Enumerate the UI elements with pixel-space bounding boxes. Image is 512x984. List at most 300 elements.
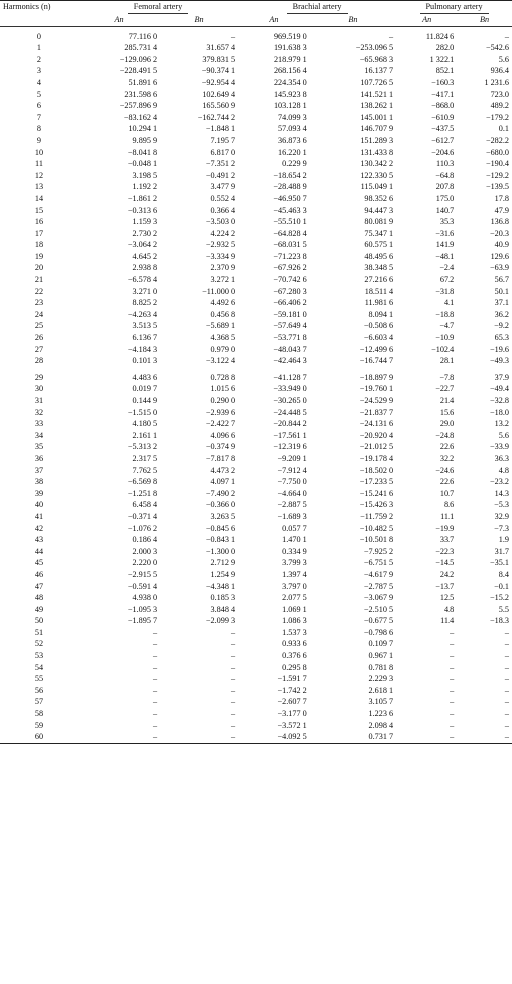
brachial-artery-label: Brachial artery [287, 1, 348, 14]
femoral-an-cell: −129.096 2 [119, 54, 158, 64]
pulmonary-bn-cell: −20.3 [490, 228, 509, 238]
pulmonary-bn-cell: −282.2 [485, 135, 509, 145]
pulmonary-an-cell: 29.0 [439, 419, 455, 429]
table-row [0, 615, 512, 627]
table-row [0, 54, 512, 66]
femoral-an-cell: 6.136 7 [132, 333, 158, 343]
pulmonary-an-cell: – [450, 674, 455, 684]
femoral-bn-cell: −90.374 1 [201, 66, 236, 76]
harmonics-column-header: Harmonics (n) [0, 1, 78, 14]
pulmonary-bn-cell: – [504, 627, 509, 637]
table-row [0, 546, 512, 558]
femoral-artery-header [78, 1, 238, 14]
pulmonary-an-cell: – [450, 697, 455, 707]
femoral-an-cell: 51.891 6 [128, 77, 158, 87]
harmonic-cell: 36 [34, 453, 44, 463]
femoral-bn-cell: – [230, 639, 236, 649]
femoral-bn-cell: −4.348 1 [205, 581, 236, 591]
femoral-bn-cell: 0.185 3 [210, 593, 236, 603]
harmonic-cell: 5 [36, 89, 42, 99]
brachial-bn-cell: −3.067 9 [363, 593, 394, 603]
brachial-bn-cell: 0.731 7 [310, 731, 396, 743]
pulmonary-an-cell: −13.7 [435, 581, 455, 591]
harmonic-cell: 19 [34, 251, 44, 261]
pulmonary-an-cell: 10.7 [439, 488, 455, 498]
pulmonary-an-cell: −19.9 [435, 523, 455, 533]
harmonic-cell: 16 [34, 217, 44, 227]
pulmonary-bn-cell: −15.2 [490, 593, 509, 603]
pulmonary-an-cell: −24.8 [435, 430, 455, 440]
harmonic-cell: 49 [34, 604, 44, 614]
brachial-bn-cell: −24.131 6 [359, 419, 394, 429]
pulmonary-bn-cell: – [504, 31, 509, 41]
harmonic-cell: 13 [34, 182, 44, 192]
pulmonary-an-cell: −2.4 [439, 263, 455, 273]
brachial-an-cell: −64.828 4 [273, 228, 307, 238]
brachial-an-cell: −67.280 3 [273, 286, 307, 296]
table-row [0, 708, 512, 720]
femoral-bn-cell: 4.492 6 [210, 298, 236, 308]
subheader-blank [0, 14, 78, 27]
table-row [0, 685, 512, 697]
pulmonary-an-cell: 4.1 [443, 298, 455, 308]
femoral-bn-cell: 3.272 1 [210, 275, 236, 285]
femoral-an-cell: 4.645 2 [132, 251, 158, 261]
harmonic-cell: 54 [34, 662, 44, 672]
brachial-bn-cell: −24.529 9 [359, 396, 394, 405]
femoral-an-cell: −1.251 8 [127, 488, 158, 498]
brachial-an-cell: −67.926 2 [273, 263, 307, 273]
femoral-bn-cell: – [230, 651, 236, 661]
pulmonary-an-cell: 282.0 [435, 43, 455, 53]
femoral-an-cell: 3.513 5 [132, 321, 158, 331]
brachial-bn-cell: −12.499 6 [359, 344, 394, 354]
brachial-bn-cell: −65.968 3 [359, 54, 394, 64]
femoral-bn-cell: −7.351 2 [205, 159, 236, 169]
femoral-an-cell: −83.162 4 [123, 112, 158, 122]
brachial-an-cell: −7.750 0 [277, 477, 307, 487]
table-row [0, 320, 512, 332]
femoral-an-cell: −2.915 5 [127, 569, 158, 579]
harmonic-cell: 22 [34, 286, 44, 296]
brachial-bn-cell: −253.096 5 [355, 43, 394, 53]
femoral-an-cell: 2.000 3 [132, 546, 158, 556]
brachial-bn-cell: −6.603 4 [363, 333, 394, 343]
femoral-an-cell: 2.317 5 [132, 453, 158, 463]
table-row [0, 205, 512, 217]
pulmonary-an-cell: 24.2 [439, 569, 455, 579]
pulmonary-an-cell: −7.8 [439, 372, 455, 382]
brachial-an-cell: 0.376 6 [282, 651, 307, 661]
femoral-bn-cell: 7.195 7 [210, 135, 236, 145]
femoral-bn-header: Bn [194, 14, 204, 24]
table-row [0, 662, 512, 674]
table-row [0, 465, 512, 477]
pulmonary-bn-cell: 1.9 [498, 535, 509, 545]
pulmonary-bn-cell: −23.2 [490, 477, 509, 487]
pulmonary-bn-cell: – [504, 685, 509, 695]
pulmonary-bn-cell: 37.1 [494, 298, 509, 308]
brachial-bn-cell: 146.707 9 [360, 124, 394, 134]
brachial-bn-cell: −21.012 5 [359, 442, 394, 452]
femoral-bn-cell: 0.456 8 [210, 309, 236, 319]
femoral-an-cell: 3.198 5 [132, 170, 158, 180]
pulmonary-an-cell: – [450, 651, 455, 661]
pulmonary-an-cell: 175.0 [435, 193, 455, 203]
femoral-bn-cell: 6.817 0 [210, 147, 236, 157]
pulmonary-an-cell: −22.3 [435, 546, 455, 556]
brachial-artery-header [238, 1, 396, 14]
femoral-an-cell: −0.313 6 [127, 205, 158, 215]
pulmonary-bn-cell: −49.3 [490, 356, 509, 366]
femoral-an-cell: 2.938 8 [132, 263, 158, 273]
table-row [0, 147, 512, 159]
brachial-bn-cell: −0.508 6 [363, 321, 394, 331]
pulmonary-bn-cell: 50.1 [494, 286, 509, 296]
femoral-an-cell: 77.116 0 [128, 31, 158, 41]
pulmonary-bn-cell: −35.1 [490, 558, 509, 568]
pulmonary-bn-cell: 936.4 [490, 66, 509, 76]
table-row [0, 216, 512, 228]
pulmonary-bn-cell: 489.2 [490, 101, 509, 111]
pulmonary-an-cell: – [450, 709, 455, 719]
brachial-an-cell: 969.519 0 [273, 31, 307, 41]
brachial-an-cell: 0.933 6 [282, 639, 307, 649]
table-row [0, 77, 512, 89]
pulmonary-bn-cell: 4.8 [498, 465, 509, 475]
femoral-bn-cell: −0.366 0 [205, 500, 236, 510]
pulmonary-bn-cell: 5.6 [498, 54, 509, 64]
pulmonary-an-cell: −417.1 [431, 89, 455, 99]
brachial-bn-cell: 98.352 6 [364, 193, 394, 203]
femoral-an-cell: 6.458 4 [132, 500, 158, 510]
femoral-bn-cell: 4.224 2 [210, 228, 236, 238]
harmonic-cell: 21 [34, 275, 44, 285]
brachial-an-header: An [269, 14, 279, 24]
brachial-an-cell: −17.561 1 [273, 430, 307, 440]
harmonic-cell: 40 [34, 500, 44, 510]
pulmonary-an-cell: 11.1 [440, 511, 455, 521]
femoral-an-cell: – [78, 731, 160, 743]
pulmonary-an-cell: 141.9 [435, 240, 455, 250]
harmonic-cell: 26 [34, 333, 44, 343]
femoral-an-cell: 0.019 7 [132, 384, 158, 394]
table-row [0, 89, 512, 101]
pulmonary-bn-cell: −190.4 [485, 159, 509, 169]
table-row [0, 332, 512, 344]
table-row [0, 557, 512, 569]
brachial-bn-cell: −0.677 5 [363, 616, 394, 626]
brachial-an-cell: 1.086 3 [282, 616, 307, 626]
brachial-an-cell: −59.181 0 [273, 309, 307, 319]
femoral-bn-cell: 1.254 9 [210, 569, 236, 579]
table-row [0, 100, 512, 112]
table-row [0, 395, 512, 407]
brachial-bn-cell: 131.433 8 [360, 147, 394, 157]
brachial-bn-cell: −18.897 9 [359, 372, 394, 382]
harmonic-cell: 12 [34, 170, 44, 180]
femoral-an-cell: −1.895 7 [127, 616, 158, 626]
harmonic-cell: 44 [34, 546, 44, 556]
brachial-an-cell: −70.742 6 [273, 275, 307, 285]
brachial-bn-cell: 2.098 4 [368, 720, 394, 730]
table-row [0, 228, 512, 240]
table-row [0, 344, 512, 356]
femoral-bn-cell: 31.657 4 [206, 43, 236, 53]
harmonic-cell: 17 [34, 228, 44, 238]
harmonic-cell: 6 [36, 101, 42, 111]
brachial-an-cell: −4.092 5 [238, 731, 310, 743]
femoral-an-cell: 7.762 5 [132, 465, 158, 475]
femoral-an-cell: 10.294 1 [128, 124, 158, 134]
harmonic-cell: 38 [34, 477, 44, 487]
harmonic-cell: 32 [34, 407, 44, 417]
pulmonary-an-cell: −160.3 [431, 77, 455, 87]
pulmonary-bn-cell: −32.8 [490, 396, 509, 405]
table-row [0, 262, 512, 274]
femoral-bn-cell: 3.477 9 [210, 182, 236, 192]
brachial-an-cell: −30.265 0 [273, 396, 307, 405]
femoral-bn-cell: 0.979 0 [210, 344, 236, 354]
pulmonary-bn-cell: 0.1 [498, 124, 509, 134]
femoral-an-cell: – [153, 639, 158, 649]
pulmonary-an-cell: – [396, 731, 457, 743]
femoral-an-cell: 231.598 6 [124, 89, 158, 99]
harmonic-cell: 20 [34, 263, 44, 273]
femoral-an-cell: −0.371 4 [127, 511, 158, 521]
brachial-an-cell: 3.797 0 [282, 581, 307, 591]
brachial-an-cell: 74.099 3 [278, 112, 307, 122]
harmonic-cell: 48 [34, 593, 44, 603]
pulmonary-bn-cell: −18.3 [490, 616, 509, 626]
femoral-artery-label: Femoral artery [128, 1, 188, 14]
femoral-an-header: An [114, 14, 124, 24]
harmonic-cell: 29 [34, 372, 44, 382]
brachial-bn-cell: −19.760 1 [359, 384, 394, 394]
femoral-bn-cell: – [230, 697, 236, 707]
femoral-bn-cell: −2.939 6 [205, 407, 236, 417]
pulmonary-an-cell: 1 322.1 [429, 54, 455, 64]
femoral-bn-cell: −5.689 1 [205, 321, 236, 331]
femoral-an-cell: 3.271 0 [132, 286, 158, 296]
femoral-bn-cell: – [230, 720, 236, 730]
table-row [0, 251, 512, 263]
pulmonary-an-cell: – [450, 639, 455, 649]
pulmonary-an-cell: 67.2 [439, 275, 455, 285]
femoral-bn-cell: −2.932 5 [205, 240, 236, 250]
femoral-bn-cell: 0.728 8 [210, 372, 236, 382]
table-row [0, 523, 512, 535]
harmonic-cell: 27 [34, 344, 44, 354]
pulmonary-an-cell: 12.5 [439, 593, 455, 603]
femoral-bn-cell: −0.845 6 [205, 523, 236, 533]
brachial-an-cell: −1.591 7 [277, 674, 307, 684]
femoral-an-cell: – [153, 697, 158, 707]
pulmonary-bn-cell: −129.2 [485, 170, 509, 180]
brachial-bn-cell: 145.001 1 [360, 112, 394, 122]
brachial-bn-header: Bn [348, 14, 358, 24]
brachial-bn-cell: −15.426 3 [359, 500, 394, 510]
brachial-bn-cell: 130.342 2 [360, 159, 394, 169]
pulmonary-an-cell: 11.4 [440, 616, 455, 626]
pulmonary-bn-cell: −0.1 [494, 581, 509, 591]
table-body-part-2 [0, 367, 512, 744]
brachial-an-cell: 191.638 3 [273, 43, 307, 53]
femoral-an-cell: – [153, 720, 158, 730]
pulmonary-bn-cell: −9.2 [494, 321, 509, 331]
brachial-an-cell: 218.979 1 [273, 54, 307, 64]
femoral-bn-cell: −0.491 2 [205, 170, 236, 180]
brachial-an-cell: 1.397 4 [282, 569, 307, 579]
brachial-an-cell: −28.488 9 [273, 182, 307, 192]
femoral-an-cell: 4.938 0 [132, 593, 158, 603]
pulmonary-an-cell: – [450, 720, 455, 730]
femoral-bn-cell: −3.122 4 [205, 356, 236, 366]
brachial-bn-cell: −2.787 5 [363, 581, 394, 591]
brachial-an-cell: −41.128 7 [273, 372, 307, 382]
femoral-an-cell: 2.220 0 [132, 558, 158, 568]
harmonic-cell: 35 [34, 442, 44, 452]
pulmonary-an-cell: 11.824 6 [425, 31, 455, 41]
harmonic-cell: 47 [34, 581, 44, 591]
table-row [0, 731, 512, 743]
femoral-bn-cell: 1.015 6 [210, 384, 236, 394]
harmonic-cell: 53 [34, 651, 44, 661]
brachial-bn-cell: – [388, 31, 394, 41]
brachial-bn-cell: 107.726 5 [360, 77, 394, 87]
femoral-an-cell: 9.895 9 [132, 135, 158, 145]
table-row [0, 418, 512, 430]
pulmonary-bn-cell: – [504, 674, 509, 684]
femoral-an-cell: −0.048 1 [127, 159, 158, 169]
table-row [0, 42, 512, 54]
table-row [0, 534, 512, 546]
brachial-an-cell: 1.069 1 [282, 604, 307, 614]
table-row [0, 309, 512, 321]
pulmonary-artery-header [396, 1, 512, 14]
brachial-an-cell: 36.873 6 [278, 135, 307, 145]
femoral-bn-cell: 4.096 6 [210, 430, 236, 440]
femoral-bn-cell: 0.552 4 [210, 193, 236, 203]
pulmonary-bn-cell: 13.2 [494, 419, 509, 429]
femoral-bn-cell: 2.712 9 [210, 558, 236, 568]
brachial-bn-cell: 8.094 1 [368, 309, 394, 319]
brachial-an-cell: −68.031 5 [273, 240, 307, 250]
harmonic-cell: 28 [34, 356, 44, 366]
pulmonary-an-cell: −31.8 [435, 286, 455, 296]
femoral-an-cell: −8.041 8 [127, 147, 158, 157]
femoral-bn-cell: −0.374 9 [205, 442, 236, 452]
pulmonary-an-cell: – [450, 662, 455, 672]
pulmonary-bn-cell: 8.4 [498, 569, 509, 579]
brachial-bn-cell: −16.744 7 [359, 356, 394, 366]
femoral-bn-cell: −1.848 1 [205, 124, 236, 134]
femoral-an-cell: – [153, 709, 158, 719]
pulmonary-bn-cell: −7.3 [494, 523, 509, 533]
harmonic-cell: 59 [34, 720, 44, 730]
brachial-an-cell: −71.223 8 [273, 251, 307, 261]
femoral-an-cell: −1.861 2 [127, 193, 158, 203]
brachial-an-cell: −4.664 0 [277, 488, 307, 498]
pulmonary-an-cell: 21.4 [439, 396, 455, 405]
femoral-an-cell: −257.896 9 [119, 101, 158, 111]
harmonic-cell: 52 [34, 639, 44, 649]
femoral-bn-cell: – [230, 674, 236, 684]
harmonic-cell: 3 [36, 66, 42, 76]
pulmonary-bn-cell: −680.0 [485, 147, 509, 157]
brachial-an-cell: 0.295 8 [282, 662, 307, 672]
pulmonary-bn-cell: −179.2 [485, 112, 509, 122]
brachial-bn-cell: 0.109 7 [368, 639, 394, 649]
pulmonary-bn-cell: −49.4 [490, 384, 509, 394]
harmonic-cell: 51 [34, 627, 44, 637]
pulmonary-bn-cell: 31.7 [494, 546, 509, 556]
femoral-an-cell: −4.263 4 [127, 309, 158, 319]
table-row [0, 488, 512, 500]
harmonic-cell: 34 [34, 430, 44, 440]
pulmonary-bn-cell: – [504, 651, 509, 661]
brachial-an-cell: 57.093 4 [278, 124, 307, 134]
brachial-bn-cell: 16.137 7 [364, 66, 394, 76]
pulmonary-bn-cell: −542.6 [485, 43, 509, 53]
table-row [0, 627, 512, 639]
pulmonary-an-cell: −22.7 [435, 384, 455, 394]
femoral-an-cell: – [153, 651, 158, 661]
pulmonary-an-cell: −868.0 [431, 101, 455, 111]
femoral-bn-cell: −3.334 9 [205, 251, 236, 261]
femoral-bn-cell: 4.097 1 [210, 477, 236, 487]
femoral-bn-cell: −2.422 7 [205, 419, 236, 429]
femoral-an-cell: −1.095 3 [127, 604, 158, 614]
harmonic-cell: 33 [34, 419, 44, 429]
brachial-an-cell: −42.464 3 [273, 356, 307, 366]
femoral-an-cell: 1.192 2 [132, 182, 158, 192]
harmonic-cell: 43 [34, 535, 44, 545]
pulmonary-bn-cell: 14.3 [494, 488, 509, 498]
femoral-bn-cell: −7.817 8 [205, 453, 236, 463]
brachial-an-cell: −7.912 4 [277, 465, 307, 475]
femoral-bn-cell: – [230, 709, 236, 719]
pulmonary-an-cell: 4.8 [443, 604, 455, 614]
harmonic-cell: 0 [36, 31, 42, 41]
pulmonary-bn-cell: 32.9 [494, 511, 509, 521]
brachial-an-cell: −46.950 7 [273, 193, 307, 203]
femoral-an-cell: −5.313 2 [127, 442, 158, 452]
table-row [0, 297, 512, 309]
brachial-an-cell: −18.654 2 [273, 170, 307, 180]
brachial-bn-cell: 138.262 1 [360, 101, 394, 111]
brachial-an-cell: −9.209 1 [277, 453, 307, 463]
pulmonary-an-cell: 8.6 [443, 500, 455, 510]
femoral-bn-cell: – [230, 627, 236, 637]
table-row [0, 65, 512, 77]
brachial-an-cell: −24.448 5 [273, 407, 307, 417]
brachial-an-cell: −1.742 2 [277, 685, 307, 695]
femoral-bn-cell: 4.473 2 [210, 465, 236, 475]
pulmonary-bn-cell: 129.6 [490, 251, 509, 261]
femoral-bn-cell: 3.848 4 [210, 604, 236, 614]
pulmonary-an-cell: 28.1 [439, 356, 455, 366]
table-row [0, 592, 512, 604]
femoral-an-cell: – [153, 627, 158, 637]
brachial-an-cell: −2.887 5 [277, 500, 307, 510]
femoral-bn-cell: 102.649 4 [202, 89, 236, 99]
table-row [0, 170, 512, 182]
pulmonary-artery-label: Pulmonary artery [420, 1, 489, 14]
femoral-bn-cell: −1.300 0 [205, 546, 236, 556]
table-row [0, 441, 512, 453]
pulmonary-bn-cell: 56.7 [494, 275, 509, 285]
